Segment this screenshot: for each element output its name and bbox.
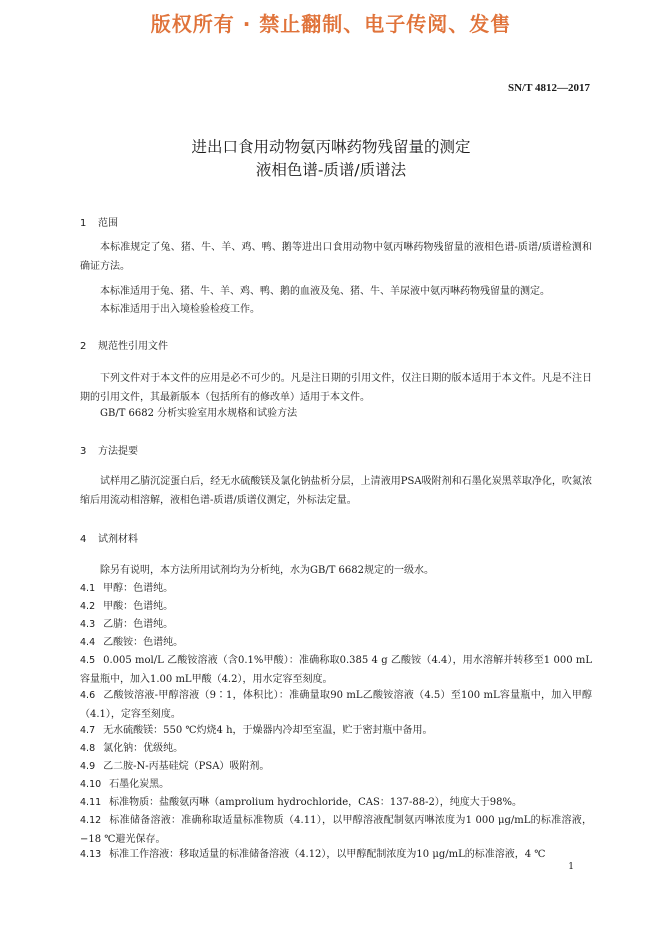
list-item: 4.5 0.005 mol/L 乙酸铵溶液（含0.1%甲酸）：准确称取0.385 4 g 乙酸铵（4.4），用水溶解并转移至1 000 mL容量瓶中，加入1.00 mL甲酸（4.2），用水定容至刻度。 bbox=[80, 655, 592, 685]
copyright-watermark: 版权所有 · 禁止翻制、电子传阅、发售 bbox=[150, 12, 512, 36]
section-heading-method-summary bbox=[80, 442, 138, 457]
list-item: 4.9 乙二胺-N-丙基硅烷（PSA）吸附剂。 bbox=[80, 761, 270, 772]
list-item: 4.3 乙腈：色谱纯。 bbox=[80, 619, 174, 630]
section-heading-reagents bbox=[80, 530, 138, 545]
list-item: 4.6 乙酸铵溶液-甲醇溶液（9∶1，体积比）：准确量取90 mL乙酸铵溶液（4.5）至100 mL容量瓶中，加入甲醇（4.1），定容至刻度。 bbox=[80, 690, 592, 720]
section-number: 4 bbox=[80, 534, 87, 545]
list-item: 4.8 氯化钠：优级纯。 bbox=[80, 743, 184, 754]
list-item: 4.7 无水硫酸镁：550 ℃灼烧4 h，于燥器内冷却至室温，贮于密封瓶中备用。 bbox=[80, 725, 433, 736]
section-title: 方法提要 bbox=[98, 446, 138, 457]
list-item: 4.10 石墨化炭黑。 bbox=[80, 779, 170, 790]
list-item: 4.4 乙酸铵：色谱纯。 bbox=[80, 637, 184, 648]
section-heading-scope bbox=[80, 214, 118, 229]
list-item: 4.2 甲酸：色谱纯。 bbox=[80, 601, 174, 612]
paragraph: 本标准适用于出入境检验检疫工作。 bbox=[100, 304, 260, 315]
section-heading-normative-references bbox=[80, 337, 168, 352]
page-number: 1 bbox=[568, 862, 574, 872]
paragraph: 除另有说明，本方法所用试剂均为分析纯，水为GB/T 6682规定的一级水。 bbox=[100, 565, 435, 576]
section-number: 2 bbox=[80, 341, 87, 352]
section-number: 3 bbox=[80, 446, 87, 457]
section-title: 规范性引用文件 bbox=[98, 341, 168, 352]
document-title-line2: 液相色谱-质谱/质谱法 bbox=[255, 161, 407, 179]
section-title: 试剂材料 bbox=[98, 534, 138, 545]
paragraph: GB/T 6682 分析实验室用水规格和试验方法 bbox=[100, 408, 298, 419]
list-item: 4.12 标准储备溶液：准确称取适量标准物质（4.11），以甲醇溶液配制氨丙啉浓度为1 000 μg/mL的标准溶液，−18 ℃避光保存。 bbox=[80, 815, 592, 845]
list-item: 4.13 标准工作溶液：移取适量的标准储备溶液（4.12），以甲醇配制浓度为10 μg/mL的标准溶液，4 ℃ bbox=[80, 849, 546, 860]
paragraph: 试样用乙腈沉淀蛋白后，经无水硫酸镁及氯化钠盐析分层，上清液用PSA吸附剂和石墨化炭黑萃取净化，吹氮浓缩后用流动相溶解，液相色谱-质谱/质谱仪测定，外标法定量。 bbox=[80, 476, 592, 506]
paragraph: 本标准规定了兔、猪、牛、羊、鸡、鸭、鹅等进出口食用动物中氨丙啉药物残留量的液相色谱-质谱/质谱检测和确证方法。 bbox=[80, 242, 592, 272]
document-title-line1: 进出口食用动物氨丙啉药物残留量的测定 bbox=[191, 138, 471, 156]
standard-code: SN/T 4812—2017 bbox=[507, 82, 590, 94]
list-item: 4.11 标准物质：盐酸氨丙啉（amprolium hydrochloride，CAS：137-88-2），纯度大于98%。 bbox=[80, 797, 523, 808]
list-item: 4.1 甲醇：色谱纯。 bbox=[80, 583, 174, 594]
paragraph: 本标准适用于兔、猪、牛、羊、鸡、鸭、鹅的血液及兔、猪、牛、羊尿液中氨丙啉药物残留量的测定。 bbox=[100, 286, 550, 297]
section-title: 范围 bbox=[98, 218, 118, 229]
section-number: 1 bbox=[80, 218, 87, 229]
paragraph: 下列文件对于本文件的应用是必不可少的。凡是注日期的引用文件，仅注日期的版本适用于本文件。凡是不注日期的引用文件，其最新版本（包括所有的修改单）适用于本文件。 bbox=[80, 373, 592, 403]
